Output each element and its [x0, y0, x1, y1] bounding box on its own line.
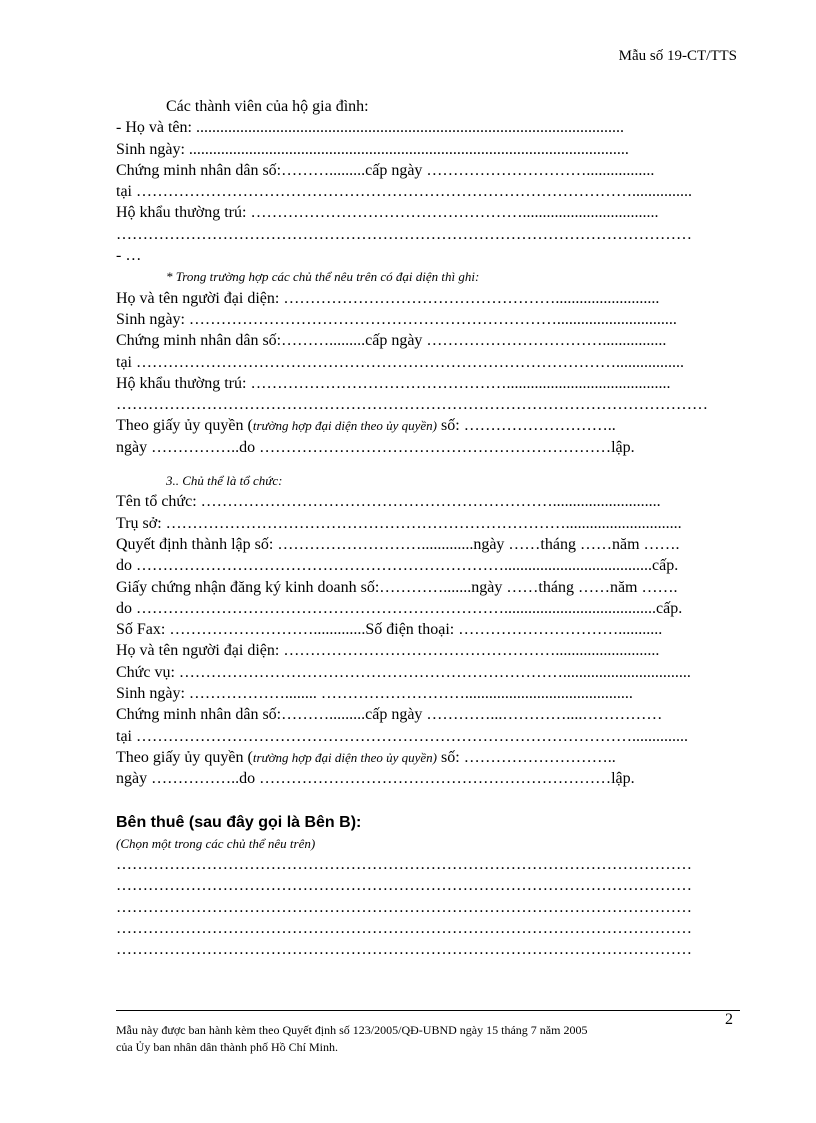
footer-line-2: của Ủy ban nhân dân thành phố Hồ Chí Minh.: [116, 1040, 338, 1054]
household-residence-cont-line: ………………………………………………………………………………………………: [116, 225, 692, 243]
rep-date-line: ngày ……………..do …………………………………………………………lập.: [116, 438, 635, 456]
org-position-line: Chức vụ: ………………………………………………………………................................: [116, 663, 691, 681]
household-at-line: tại …………………………………………………………………………………...............: [116, 183, 692, 201]
rep-authority-prefix: Theo giấy ủy quyền (: [116, 417, 253, 435]
org-dob-line: Sinh ngày: ………………........ ………………………..........................................: [116, 685, 633, 703]
lessee-line: ………………………………………………………………………………………………: [116, 877, 692, 895]
org-authority-note: trường hợp đại diện theo ủy quyền): [252, 749, 438, 765]
org-license-by-line: do ……………………………………………………………......................................cấp.: [116, 599, 683, 617]
lessee-line: ………………………………………………………………………………………………: [116, 941, 692, 959]
organization-title: 3.. Chủ thể là tổ chức:: [166, 473, 283, 489]
org-decision-line: Quyết định thành lập số: ……………………….............ngày ……tháng ……năm …….: [116, 535, 680, 553]
lessee-title: Bên thuê (sau đây gọi là Bên B):: [116, 813, 362, 831]
rep-residence-line: Hộ khẩu thường trú: ………………………………………….........................................: [116, 374, 671, 392]
org-fax-phone-line: Số Fax: ……………………….............Số điện thoại: …………………………...........: [116, 621, 663, 639]
spacer: [116, 790, 738, 812]
lessee-line: ………………………………………………………………………………………………: [116, 919, 692, 937]
household-title: Các thành viên của hộ gia đình:: [166, 98, 369, 115]
org-office-line: Trụ sở: ………………………………………………………………….............................: [116, 514, 682, 532]
org-license-line: Giấy chứng nhận đăng ký kinh doanh số:………….......ngày ……tháng ……năm …….: [116, 578, 678, 596]
rep-residence-cont-line: …………………………………………………………………………………………………: [116, 396, 708, 414]
household-dob-line: Sinh ngày: ..............................................................................................................: [116, 140, 629, 158]
form-number: Mẫu số 19-CT/TTS: [618, 48, 737, 64]
rep-authority-note: trường hợp đại diện theo ủy quyền): [252, 418, 438, 434]
org-date-line: ngày ……………..do …………………………………………………………lập.: [116, 770, 635, 788]
org-rep-name-line: Họ và tên người đại diện: ……………………………………………..........................: [116, 642, 660, 660]
org-name-line: Tên tổ chức: …………………………………………………………...........................: [116, 493, 661, 511]
form-body: [116, 96, 738, 961]
rep-authority-suffix: số: ………………………..: [437, 417, 616, 435]
footer-note: [116, 1022, 736, 1056]
rep-authority-line: [116, 415, 738, 436]
household-id-line: Chứng minh nhân dân số:……….........cấp ngày ………………………….................: [116, 161, 655, 179]
org-id-line: Chứng minh nhân dân số:……….........cấp ngày …………...…………....……………: [116, 706, 663, 724]
page-number: 2: [725, 1011, 733, 1028]
rep-dob-line: Sinh ngày: ……………………………………………………………..............................: [116, 310, 677, 328]
org-authority-prefix: Theo giấy ủy quyền (: [116, 748, 253, 766]
footer-divider: [116, 1010, 740, 1011]
lessee-line: ………………………………………………………………………………………………: [116, 898, 692, 916]
household-name-line: - Họ và tên: ...........................................................................................................: [116, 119, 624, 137]
rep-at-line: tại ……………………………………………………………………………….................: [116, 353, 684, 371]
org-authority-suffix: số: ………………………..: [437, 748, 616, 766]
lessee-line: ………………………………………………………………………………………………: [116, 856, 692, 874]
org-decision-by-line: do …………………………………………………………….....................................cấp.: [116, 557, 679, 575]
lessee-note: (Chọn một trong các chủ thể nêu trên): [116, 835, 316, 851]
rep-id-line: Chứng minh nhân dân số:……….........cấp ngày ……………………………................: [116, 332, 667, 350]
footer-line-1: Mẫu này được ban hành kèm theo Quyết định số 123/2005/QĐ-UBND ngày 15 tháng 7 năm 2005: [116, 1023, 588, 1037]
spacer: [116, 458, 738, 470]
representative-note: * Trong trường hợp các chủ thể nêu trên có đại diện thì ghi:: [166, 269, 480, 285]
household-more: - …: [116, 247, 142, 265]
rep-name-line: Họ và tên người đại diện: ……………………………………………..........................: [116, 289, 660, 307]
household-residence-line: Hộ khẩu thường trú: ……………………………………………..................................: [116, 204, 659, 222]
org-at-line: tại …………………………………………………………………………………..............: [116, 727, 688, 745]
org-authority-line: [116, 747, 738, 768]
